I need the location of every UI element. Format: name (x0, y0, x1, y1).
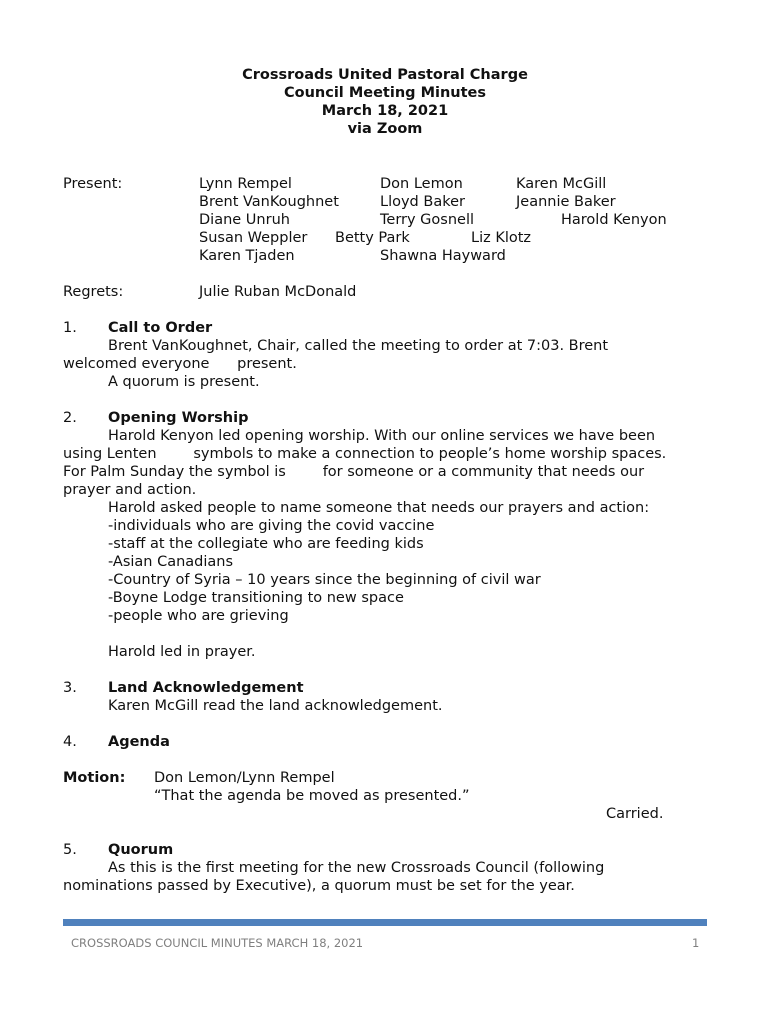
footer-divider (63, 919, 707, 926)
section-number: 5. (63, 842, 77, 858)
paragraph-line: A quorum is present. (108, 374, 260, 390)
motion-label: Motion: (63, 770, 126, 786)
paragraph-line: Harold led in prayer. (108, 644, 256, 660)
paragraph-line: prayer and action. (63, 482, 197, 498)
attendee-name: Harold Kenyon (561, 212, 667, 228)
footer-text: CROSSROADS COUNCIL MINUTES MARCH 18, 2021 (71, 936, 364, 950)
list-item: -Asian Canadians (108, 554, 234, 570)
section-heading: Opening Worship (108, 410, 249, 426)
attendee-name: Jeannie Baker (516, 194, 616, 210)
attendee-name: Liz Klotz (471, 230, 532, 246)
attendee-name: Lloyd Baker (380, 194, 465, 210)
list-item: -Boyne Lodge transitioning to new space (108, 590, 404, 606)
list-item: -Country of Syria – 10 years since the beginning of civil war (108, 572, 541, 588)
list-item: -staff at the collegiate who are feeding kids (108, 536, 424, 552)
page-number: 1 (692, 936, 700, 950)
paragraph-line: Brent VanKoughnet, Chair, called the meeting to order at 7:03. Brent (108, 338, 609, 354)
regrets-label: Regrets: (63, 284, 124, 300)
regrets-name: Julie Ruban McDonald (199, 284, 357, 300)
attendee-name: Lynn Rempel (199, 176, 292, 192)
org-title: Crossroads United Pastoral Charge (242, 67, 528, 83)
attendee-name: Brent VanKoughnet (199, 194, 339, 210)
attendee-name: Don Lemon (380, 176, 463, 192)
meeting-venue: via Zoom (347, 121, 423, 137)
paragraph-line: Karen McGill read the land acknowledgement. (108, 698, 443, 714)
section-number: 4. (63, 734, 77, 750)
section-number: 3. (63, 680, 77, 696)
paragraph-line: For Palm Sunday the symbol is for someone or a community that needs our (63, 464, 645, 480)
paragraph-line: Harold Kenyon led opening worship. With our online services we have been (108, 428, 656, 444)
paragraph-line: using Lenten symbols to make a connection to people’s home worship spaces. (63, 446, 667, 462)
paragraph-line: welcomed everyone present. (63, 356, 297, 372)
section-heading: Quorum (108, 842, 174, 858)
attendee-name: Shawna Hayward (380, 248, 506, 264)
section-heading: Call to Order (108, 320, 213, 336)
list-item: -individuals who are giving the covid vaccine (108, 518, 435, 534)
list-item: -people who are grieving (108, 608, 289, 624)
motion-movers: Don Lemon/Lynn Rempel (154, 770, 335, 786)
paragraph-line: nominations passed by Executive), a quorum must be set for the year. (63, 878, 575, 894)
section-heading: Agenda (108, 734, 170, 750)
section-number: 2. (63, 410, 77, 426)
attendee-name: Diane Unruh (199, 212, 290, 228)
section-number: 1. (63, 320, 77, 336)
attendee-name: Karen Tjaden (199, 248, 295, 264)
attendee-name: Karen McGill (516, 176, 607, 192)
attendee-name: Terry Gosnell (380, 212, 475, 228)
section-heading: Land Acknowledgement (108, 680, 304, 696)
motion-result: Carried. (606, 806, 664, 822)
motion-text: “That the agenda be moved as presented.” (154, 788, 470, 804)
present-label: Present: (63, 176, 123, 192)
paragraph-line: Harold asked people to name someone that needs our prayers and action: (108, 500, 650, 516)
attendee-name: Susan Weppler (199, 230, 308, 246)
paragraph-line: As this is the first meeting for the new Crossroads Council (following (108, 860, 605, 876)
document-title: Council Meeting Minutes (283, 85, 487, 101)
attendee-name: Betty Park (335, 230, 410, 246)
meeting-date: March 18, 2021 (321, 103, 449, 119)
